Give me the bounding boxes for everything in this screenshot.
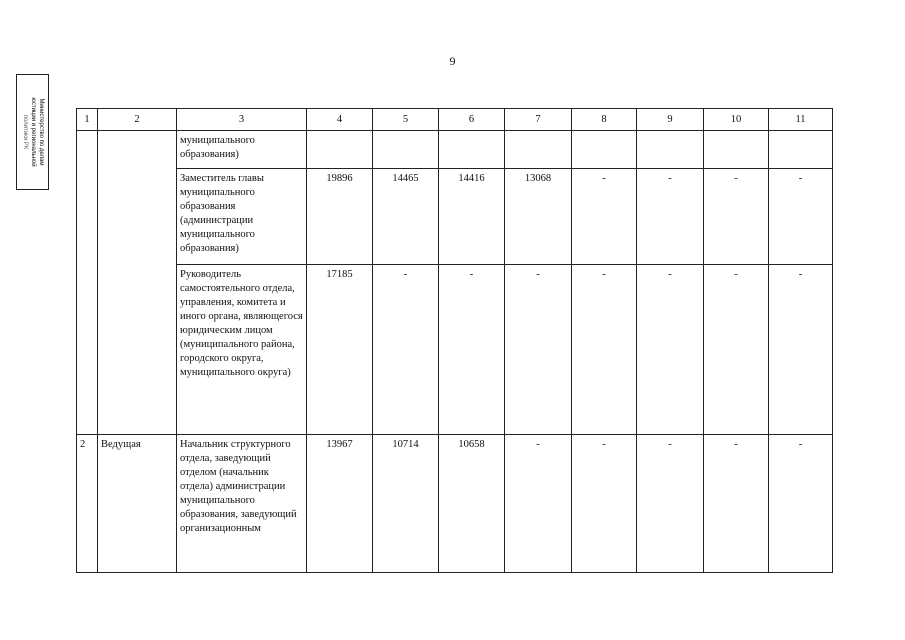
column-header: 3 bbox=[177, 109, 307, 131]
group-name-cell: Ведущая bbox=[98, 435, 177, 573]
value-cell: - bbox=[637, 169, 704, 265]
table-row bbox=[77, 131, 833, 169]
value-cell bbox=[704, 131, 769, 169]
table-header-row bbox=[77, 109, 833, 131]
column-header: 6 bbox=[439, 109, 505, 131]
value-cell: - bbox=[704, 169, 769, 265]
value-cell: - bbox=[572, 169, 637, 265]
column-header: 9 bbox=[637, 109, 704, 131]
column-header: 4 bbox=[307, 109, 373, 131]
value-cell bbox=[439, 131, 505, 169]
salary-table bbox=[76, 108, 833, 573]
value-cell bbox=[572, 131, 637, 169]
column-header: 5 bbox=[373, 109, 439, 131]
position-cell: Руководитель самостоятельного отдела, управления, комитета и иного органа, являющегося юридическим лицом (муниципального района, городского округа, муниципального округа) bbox=[177, 265, 307, 435]
table-row bbox=[77, 169, 833, 265]
position-cell: Заместитель главы муниципального образования (администрации муниципального образования) bbox=[177, 169, 307, 265]
column-header: 11 bbox=[769, 109, 833, 131]
position-cell: Начальник структурного отдела, заведующий отделом (начальник отдела) администрации муниципального образования, заведующий организационным bbox=[177, 435, 307, 573]
stamp-line: Министерство по делам bbox=[37, 98, 44, 166]
value-cell: - bbox=[769, 265, 833, 435]
stamp-line: юстиции и региональной bbox=[29, 97, 36, 167]
stamp-line: политики РК bbox=[21, 114, 28, 150]
registration-stamp bbox=[16, 74, 49, 190]
value-cell bbox=[637, 131, 704, 169]
group-number-cell: 2 bbox=[77, 435, 98, 573]
value-cell: - bbox=[572, 265, 637, 435]
column-header: 10 bbox=[704, 109, 769, 131]
value-cell: - bbox=[505, 265, 572, 435]
value-cell: - bbox=[637, 435, 704, 573]
value-cell: 19896 bbox=[307, 169, 373, 265]
value-cell: - bbox=[373, 265, 439, 435]
value-cell: 14416 bbox=[439, 169, 505, 265]
column-header: 1 bbox=[77, 109, 98, 131]
page-number: 9 bbox=[449, 54, 456, 68]
column-header: 2 bbox=[98, 109, 177, 131]
value-cell bbox=[505, 131, 572, 169]
value-cell: - bbox=[439, 265, 505, 435]
value-cell: 14465 bbox=[373, 169, 439, 265]
value-cell: 10658 bbox=[439, 435, 505, 573]
value-cell: - bbox=[704, 435, 769, 573]
column-header: 7 bbox=[505, 109, 572, 131]
group-number-cell bbox=[77, 131, 98, 435]
column-header: 8 bbox=[572, 109, 637, 131]
table-row bbox=[77, 265, 833, 435]
value-cell: - bbox=[769, 435, 833, 573]
value-cell: - bbox=[637, 265, 704, 435]
value-cell: - bbox=[704, 265, 769, 435]
value-cell bbox=[769, 131, 833, 169]
value-cell: 17185 bbox=[307, 265, 373, 435]
value-cell: 13068 bbox=[505, 169, 572, 265]
value-cell: - bbox=[505, 435, 572, 573]
value-cell: - bbox=[572, 435, 637, 573]
value-cell: - bbox=[769, 169, 833, 265]
stamp-text bbox=[21, 76, 45, 188]
group-name-cell bbox=[98, 131, 177, 435]
position-cell: муниципального образования) bbox=[177, 131, 307, 169]
value-cell bbox=[373, 131, 439, 169]
value-cell: 13967 bbox=[307, 435, 373, 573]
table-row bbox=[77, 435, 833, 573]
value-cell bbox=[307, 131, 373, 169]
value-cell: 10714 bbox=[373, 435, 439, 573]
